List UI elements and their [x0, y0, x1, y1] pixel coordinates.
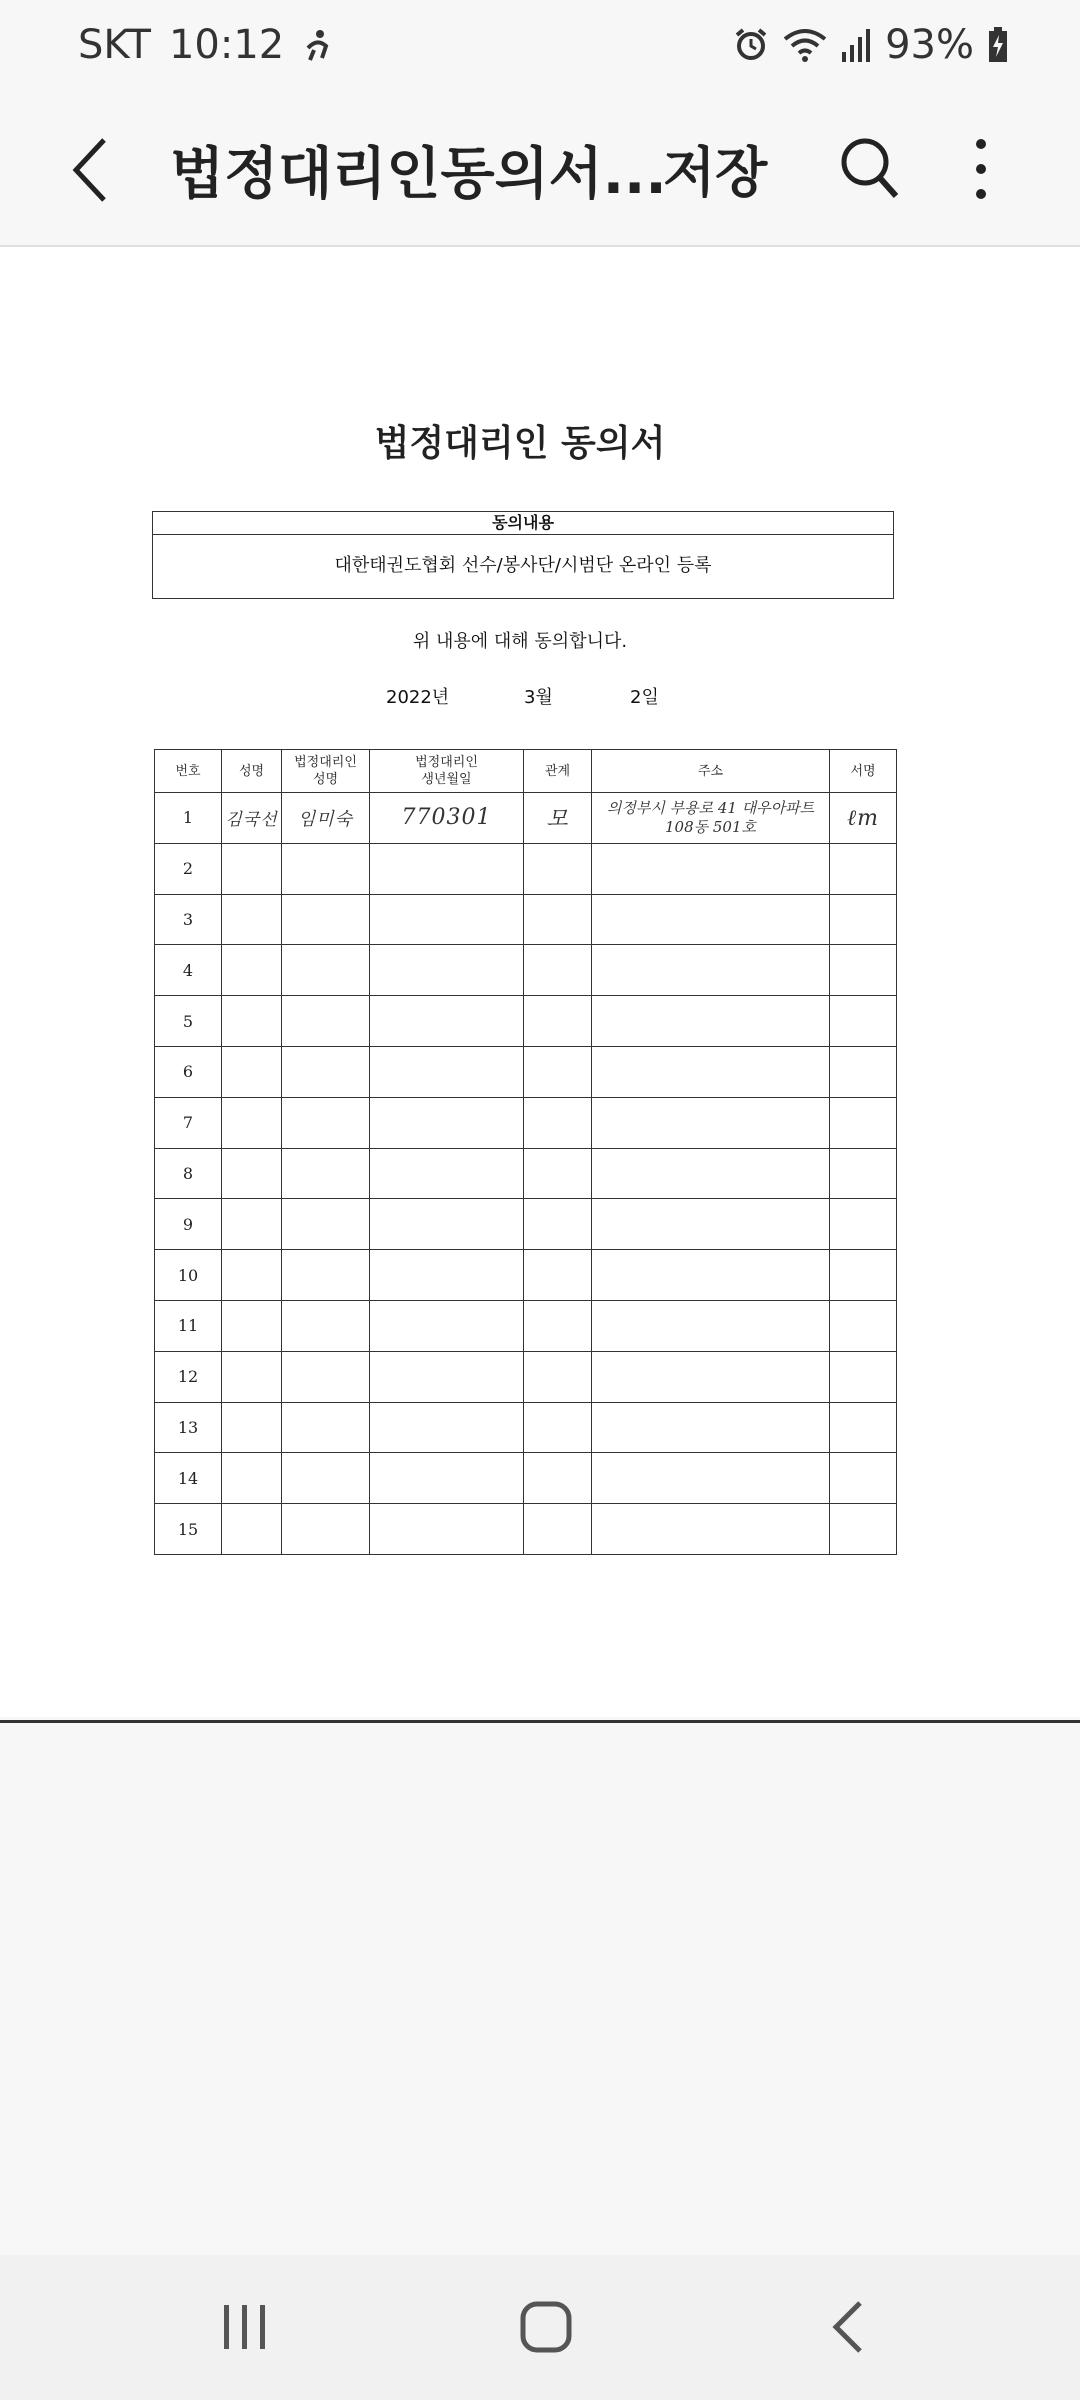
row-number: 8: [155, 1148, 222, 1199]
row-guardian: [282, 945, 370, 996]
row-relation: [524, 1148, 592, 1199]
row-address: [592, 1402, 830, 1453]
row-name: [222, 1300, 282, 1351]
row-address: [592, 1504, 830, 1555]
date-day: 2일: [630, 687, 659, 708]
header-guardian-birth: 법정대리인 생년월일: [370, 750, 524, 793]
table-row: [155, 1351, 897, 1402]
accessibility-icon: [302, 28, 332, 62]
row-birth: [370, 1453, 524, 1504]
row-signature: [830, 945, 897, 996]
table-row: [155, 945, 897, 996]
back-icon: [822, 2297, 882, 2357]
table-header-row: [155, 750, 897, 793]
row-relation: [524, 1402, 592, 1453]
row-name: [222, 1148, 282, 1199]
consent-header: 동의내용: [153, 512, 893, 535]
date-month: 3월: [524, 687, 553, 708]
row-name: [222, 1453, 282, 1504]
nav-back-button[interactable]: [822, 2297, 882, 2357]
row-guardian: [282, 1351, 370, 1402]
alarm-icon: [733, 27, 769, 63]
document-heading: 법정대리인 동의서: [374, 423, 666, 464]
row-name: [222, 1402, 282, 1453]
recents-button[interactable]: [214, 2297, 274, 2357]
header-name: 성명: [222, 750, 282, 793]
row-number: 5: [155, 996, 222, 1047]
header-number: 번호: [155, 750, 222, 793]
more-options-button[interactable]: [966, 130, 996, 208]
table-row: [155, 1504, 897, 1555]
document-page[interactable]: [0, 247, 1080, 1717]
row-name: [222, 996, 282, 1047]
row-name: [222, 1097, 282, 1148]
row-name: [222, 1504, 282, 1555]
row-address: [592, 1351, 830, 1402]
row-guardian: [282, 1097, 370, 1148]
row-number: 2: [155, 843, 222, 894]
table-row: [155, 1148, 897, 1199]
row-name: [222, 1250, 282, 1301]
navigation-bar: [0, 2255, 1080, 2400]
row-signature: [830, 843, 897, 894]
agree-statement: 위 내용에 대해 동의합니다.: [412, 631, 628, 652]
row-birth: [370, 1097, 524, 1148]
row-address: [592, 1453, 830, 1504]
row-address: [592, 1097, 830, 1148]
header-guardian-name: 법정대리인 성명: [282, 750, 370, 793]
row-signature: [830, 1351, 897, 1402]
row-guardian: 임미숙: [282, 793, 370, 844]
row-number: 14: [155, 1453, 222, 1504]
row-birth: [370, 945, 524, 996]
row-guardian: [282, 996, 370, 1047]
row-number: 12: [155, 1351, 222, 1402]
row-guardian: [282, 1504, 370, 1555]
consent-body: 대한태권도협회 선수/봉사단/시범단 온라인 등록: [334, 555, 712, 576]
row-guardian: [282, 1148, 370, 1199]
row-signature: [830, 1046, 897, 1097]
table-row: [155, 1097, 897, 1148]
row-name: [222, 843, 282, 894]
row-relation: [524, 945, 592, 996]
row-signature: [830, 1097, 897, 1148]
row-name: 김국선: [222, 793, 282, 844]
document-title: 법정대리인동의서...: [170, 142, 667, 207]
search-button[interactable]: [838, 132, 902, 202]
header-relation: 관계: [524, 750, 592, 793]
row-guardian: [282, 1300, 370, 1351]
row-number: 9: [155, 1199, 222, 1250]
row-signature: [830, 1453, 897, 1504]
row-guardian: [282, 1199, 370, 1250]
chevron-left-icon: [62, 130, 122, 210]
row-signature: [830, 894, 897, 945]
table-row: [155, 1300, 897, 1351]
row-birth: 770301: [370, 793, 524, 844]
row-relation: 모: [524, 793, 592, 844]
table-row: [155, 894, 897, 945]
table-row: [155, 1199, 897, 1250]
row-guardian: [282, 1250, 370, 1301]
row-signature: [830, 1402, 897, 1453]
row-guardian: [282, 1046, 370, 1097]
status-right: [719, 22, 1008, 68]
back-button[interactable]: [62, 130, 122, 210]
row-address: 의정부시 부용로 41 대우아파트 108동 501호: [592, 793, 830, 844]
row-relation: [524, 1097, 592, 1148]
row-birth: [370, 1250, 524, 1301]
app-bar: [0, 100, 1080, 245]
row-signature: ℓm: [830, 793, 897, 844]
row-number: 3: [155, 894, 222, 945]
home-icon: [516, 2297, 576, 2357]
row-signature: [830, 996, 897, 1047]
empty-viewer-area: [0, 1723, 1080, 2255]
row-signature: [830, 1250, 897, 1301]
header-signature: 서명: [830, 750, 897, 793]
row-relation: [524, 1504, 592, 1555]
row-relation: [524, 1046, 592, 1097]
row-address: [592, 894, 830, 945]
time-label: 10:12: [168, 22, 285, 68]
table-row: [155, 1250, 897, 1301]
date-year: 2022년: [386, 687, 450, 708]
table-row: [155, 793, 897, 844]
row-number: 6: [155, 1046, 222, 1097]
row-signature: [830, 1199, 897, 1250]
row-signature: [830, 1504, 897, 1555]
table-row: [155, 1046, 897, 1097]
carrier-label: SKT: [78, 22, 151, 68]
row-name: [222, 894, 282, 945]
row-relation: [524, 1453, 592, 1504]
row-guardian: [282, 1402, 370, 1453]
consent-box: [152, 511, 894, 599]
row-signature: [830, 1300, 897, 1351]
row-name: [222, 945, 282, 996]
row-birth: [370, 996, 524, 1047]
row-number: 10: [155, 1250, 222, 1301]
row-relation: [524, 1351, 592, 1402]
row-number: 13: [155, 1402, 222, 1453]
search-icon: [838, 132, 902, 202]
battery-label: 93%: [885, 22, 974, 68]
table-row: [155, 843, 897, 894]
row-address: [592, 996, 830, 1047]
row-birth: [370, 1504, 524, 1555]
row-relation: [524, 996, 592, 1047]
status-bar: [0, 0, 1080, 100]
row-guardian: [282, 1453, 370, 1504]
status-left: [78, 22, 332, 68]
row-birth: [370, 1402, 524, 1453]
row-relation: [524, 1199, 592, 1250]
home-button[interactable]: [516, 2297, 576, 2357]
row-relation: [524, 1250, 592, 1301]
table-row: [155, 1402, 897, 1453]
header-address: 주소: [592, 750, 830, 793]
row-address: [592, 1148, 830, 1199]
row-birth: [370, 894, 524, 945]
wifi-icon: [783, 27, 827, 63]
row-birth: [370, 1199, 524, 1250]
guardian-table: [154, 749, 897, 1555]
row-name: [222, 1351, 282, 1402]
save-button[interactable]: 저장: [663, 141, 768, 204]
row-birth: [370, 1351, 524, 1402]
row-address: [592, 843, 830, 894]
row-number: 1: [155, 793, 222, 844]
row-address: [592, 1300, 830, 1351]
row-birth: [370, 1148, 524, 1199]
row-address: [592, 1199, 830, 1250]
row-address: [592, 1250, 830, 1301]
battery-charging-icon: [988, 27, 1008, 63]
row-name: [222, 1199, 282, 1250]
row-relation: [524, 894, 592, 945]
table-row: [155, 1453, 897, 1504]
row-address: [592, 1046, 830, 1097]
row-guardian: [282, 894, 370, 945]
row-birth: [370, 843, 524, 894]
row-number: 11: [155, 1300, 222, 1351]
row-number: 4: [155, 945, 222, 996]
row-relation: [524, 1300, 592, 1351]
row-guardian: [282, 843, 370, 894]
row-birth: [370, 1046, 524, 1097]
table-row: [155, 996, 897, 1047]
row-birth: [370, 1300, 524, 1351]
row-name: [222, 1046, 282, 1097]
row-relation: [524, 843, 592, 894]
row-address: [592, 945, 830, 996]
row-signature: [830, 1148, 897, 1199]
signal-icon: [841, 28, 871, 62]
row-number: 15: [155, 1504, 222, 1555]
more-vert-icon: [966, 130, 996, 208]
row-number: 7: [155, 1097, 222, 1148]
recents-icon: [214, 2297, 274, 2357]
